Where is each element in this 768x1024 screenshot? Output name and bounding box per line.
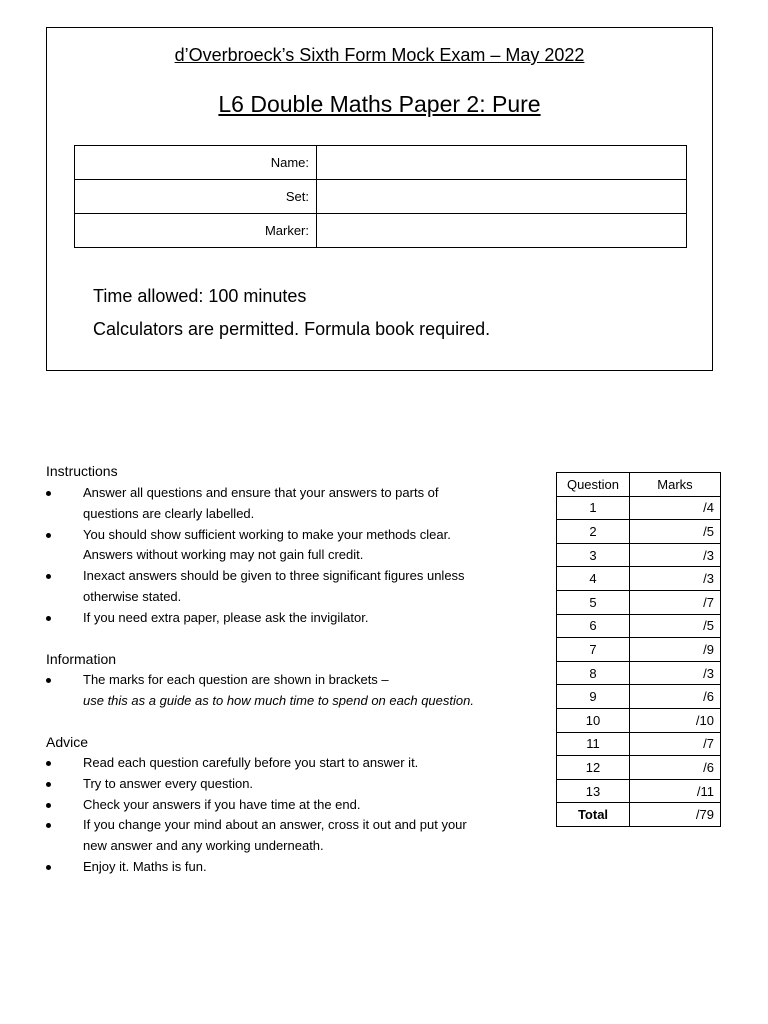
question-marks: /11 [630,779,721,803]
table-row [557,661,721,685]
question-number: 8 [557,661,630,685]
list-item: Inexact answers should be given to three significant figures unless otherwise stated. [46,566,516,608]
name-row [75,146,687,180]
question-number: 5 [557,590,630,614]
list-item: Read each question carefully before you start to answer it. [46,753,516,774]
calculator-note: Calculators are permitted. Formula book required. [93,319,491,339]
bullet-icon [46,678,51,683]
question-number: 12 [557,756,630,780]
question-marks: /5 [630,614,721,638]
total-marks: /79 [630,803,721,827]
marker-label: Marker: [75,214,317,248]
question-number: 13 [557,779,630,803]
table-row [557,756,721,780]
bullet-icon [46,574,51,579]
question-marks: /3 [630,661,721,685]
question-number: 9 [557,685,630,709]
table-row [557,590,721,614]
question-marks: /7 [630,732,721,756]
question-marks: /10 [630,708,721,732]
table-row [557,732,721,756]
list-item: Answer all questions and ensure that your answers to parts of questions are clearly labelled. [46,483,516,525]
question-number: 4 [557,567,630,591]
question-number: 3 [557,543,630,567]
question-marks: /9 [630,638,721,662]
bullet-icon [46,616,51,621]
list-item: Try to answer every question. [46,774,516,795]
marks-column-header: Marks [630,473,721,497]
total-row [557,803,721,827]
name-label: Name: [75,146,317,180]
bullet-icon [46,782,51,787]
instructions-heading: Instructions [46,463,118,479]
advice-list [46,753,516,878]
exam-header-box [46,27,713,371]
table-row [557,708,721,732]
question-marks: /7 [630,590,721,614]
question-column-header: Question [557,473,630,497]
school-exam-line: d’Overbroeck’s Sixth Form Mock Exam – May 2022 [174,45,585,65]
list-item: If you change your mind about an answer, cross it out and put your new answer and any working underneath. [46,815,516,857]
table-row [557,779,721,803]
question-number: 1 [557,496,630,520]
question-number: 6 [557,614,630,638]
marker-field[interactable] [317,214,687,248]
information-heading: Information [46,651,117,667]
table-row [557,520,721,544]
advice-heading: Advice [46,734,89,750]
table-row [557,638,721,662]
bullet-icon [46,823,51,828]
set-label: Set: [75,180,317,214]
paper-title: L6 Double Maths Paper 2: Pure [218,91,541,117]
list-item: The marks for each question are shown in brackets – use this as a guide as to how much time to spend on each question. [46,670,516,712]
instructions-list [46,483,516,629]
question-marks: /6 [630,685,721,709]
question-marks: /4 [630,496,721,520]
question-number: 2 [557,520,630,544]
question-marks: /3 [630,543,721,567]
question-number: 11 [557,732,630,756]
marker-row [75,214,687,248]
bullet-icon [46,761,51,766]
question-marks: /6 [630,756,721,780]
set-row [75,180,687,214]
name-field[interactable] [317,146,687,180]
time-allowed: Time allowed: 100 minutes [93,286,307,306]
marks-table-header [557,473,721,497]
bullet-icon [46,865,51,870]
bullet-icon [46,533,51,538]
list-item: You should show sufficient working to make your methods clear. Answers without working may not gain full credit. [46,525,516,567]
question-number: 7 [557,638,630,662]
list-item: Check your answers if you have time at the end. [46,795,516,816]
question-marks: /5 [630,520,721,544]
bullet-icon [46,803,51,808]
set-field[interactable] [317,180,687,214]
table-row [557,543,721,567]
table-row [557,567,721,591]
total-label: Total [557,803,630,827]
information-list [46,670,516,712]
list-item: Enjoy it. Maths is fun. [46,857,516,878]
table-row [557,614,721,638]
candidate-details-table [74,145,687,248]
table-row [557,685,721,709]
question-marks: /3 [630,567,721,591]
list-item: If you need extra paper, please ask the invigilator. [46,608,516,629]
bullet-icon [46,491,51,496]
question-number: 10 [557,708,630,732]
marks-table [556,472,721,827]
table-row [557,496,721,520]
